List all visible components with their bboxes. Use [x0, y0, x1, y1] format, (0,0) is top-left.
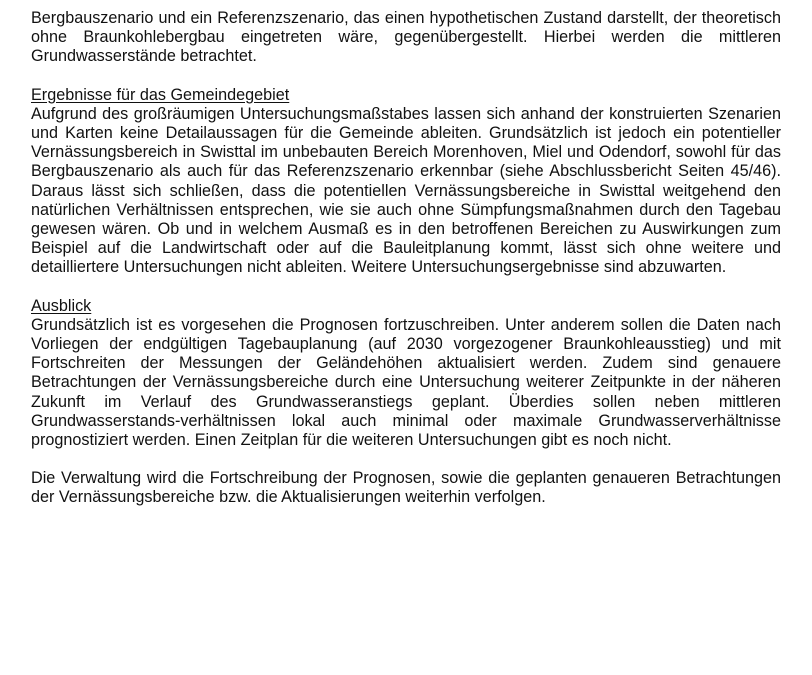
section-ergebnisse: [31, 86, 781, 278]
document-page: [31, 0, 781, 508]
closing-paragraph: Die Verwaltung wird die Fortschreibung der Prognosen, sowie die geplanten genaueren Betrachtungen der Vernässungsbereiche bzw. die Aktualisierungen weiterhin verfolgen.: [31, 469, 781, 507]
intro-paragraph: Bergbauszenario und ein Referenzszenario, das einen hypothetischen Zustand darstellt, der theoretisch ohne Braunkohlebergbau eingetreten wäre, gegenübergestellt. Hierbei werden die mittleren Grundwasserstände betrachtet.: [31, 9, 781, 66]
section-ausblick: [31, 297, 781, 451]
section-heading-ausblick: Ausblick: [31, 296, 92, 315]
section-body-ergebnisse: Aufgrund des großräumigen Untersuchungsmaßstabes lassen sich anhand der konstruierten Szenarien und Karten keine Detailaussagen für die Gemeinde ableiten. Grundsätzlich ist jedoch ein potentieller Vernässungsbereich in Swisttal im unbebauten Bereich Morenhoven, Miel und Odendorf, sowohl für das Bergbauszenario als auch für das Referenzszenario erkennbar (siehe Abschlussbericht Seiten 45/46). Daraus lässt sich schließen, dass die potentiellen Vernässungsbereiche in Swisttal weitgehend den natürlichen Verhältnissen entsprechen, wie sie auch ohne Sümpfungsmaßnahmen durch den Tagebau gewesen wären. Ob und in welchem Ausmaß es in den betroffenen Bereichen zu Auswirkungen zum Beispiel auf die Landwirtschaft oder auf die Bauleitplanung kommt, lässt sich ohne weitere und detailliertere Untersuchungen nicht ableiten. Weitere Untersuchungsergebnisse sind abzuwarten.: [31, 104, 781, 277]
section-body-ausblick: Grundsätzlich ist es vorgesehen die Prognosen fortzuschreiben. Unter anderem sollen die Daten nach Vorliegen der endgültigen Tagebauplanung (auf 2030 vorgezogener Braunkohleausstieg) und mit Fortschreiten der Messungen der Geländehöhen aktualisiert werden. Zudem sind genauere Betrachtungen der Vernässungsbereiche durch eine Untersuchung weiterer Zeitpunkte in der näheren Zukunft im Verlauf des Grundwasseranstiegs geplant. Überdies sollen neben mittleren Grundwasserstands-verhältnissen lokal auch minimal oder maximale Grundwasserverhältnisse prognostiziert werden. Einen Zeitplan für die weiteren Untersuchungen gibt es noch nicht.: [31, 315, 781, 450]
spacer: [31, 67, 781, 86]
section-heading-ergebnisse: Ergebnisse für das Gemeindegebiet: [31, 85, 290, 104]
spacer: [31, 450, 781, 469]
spacer: [31, 278, 781, 297]
